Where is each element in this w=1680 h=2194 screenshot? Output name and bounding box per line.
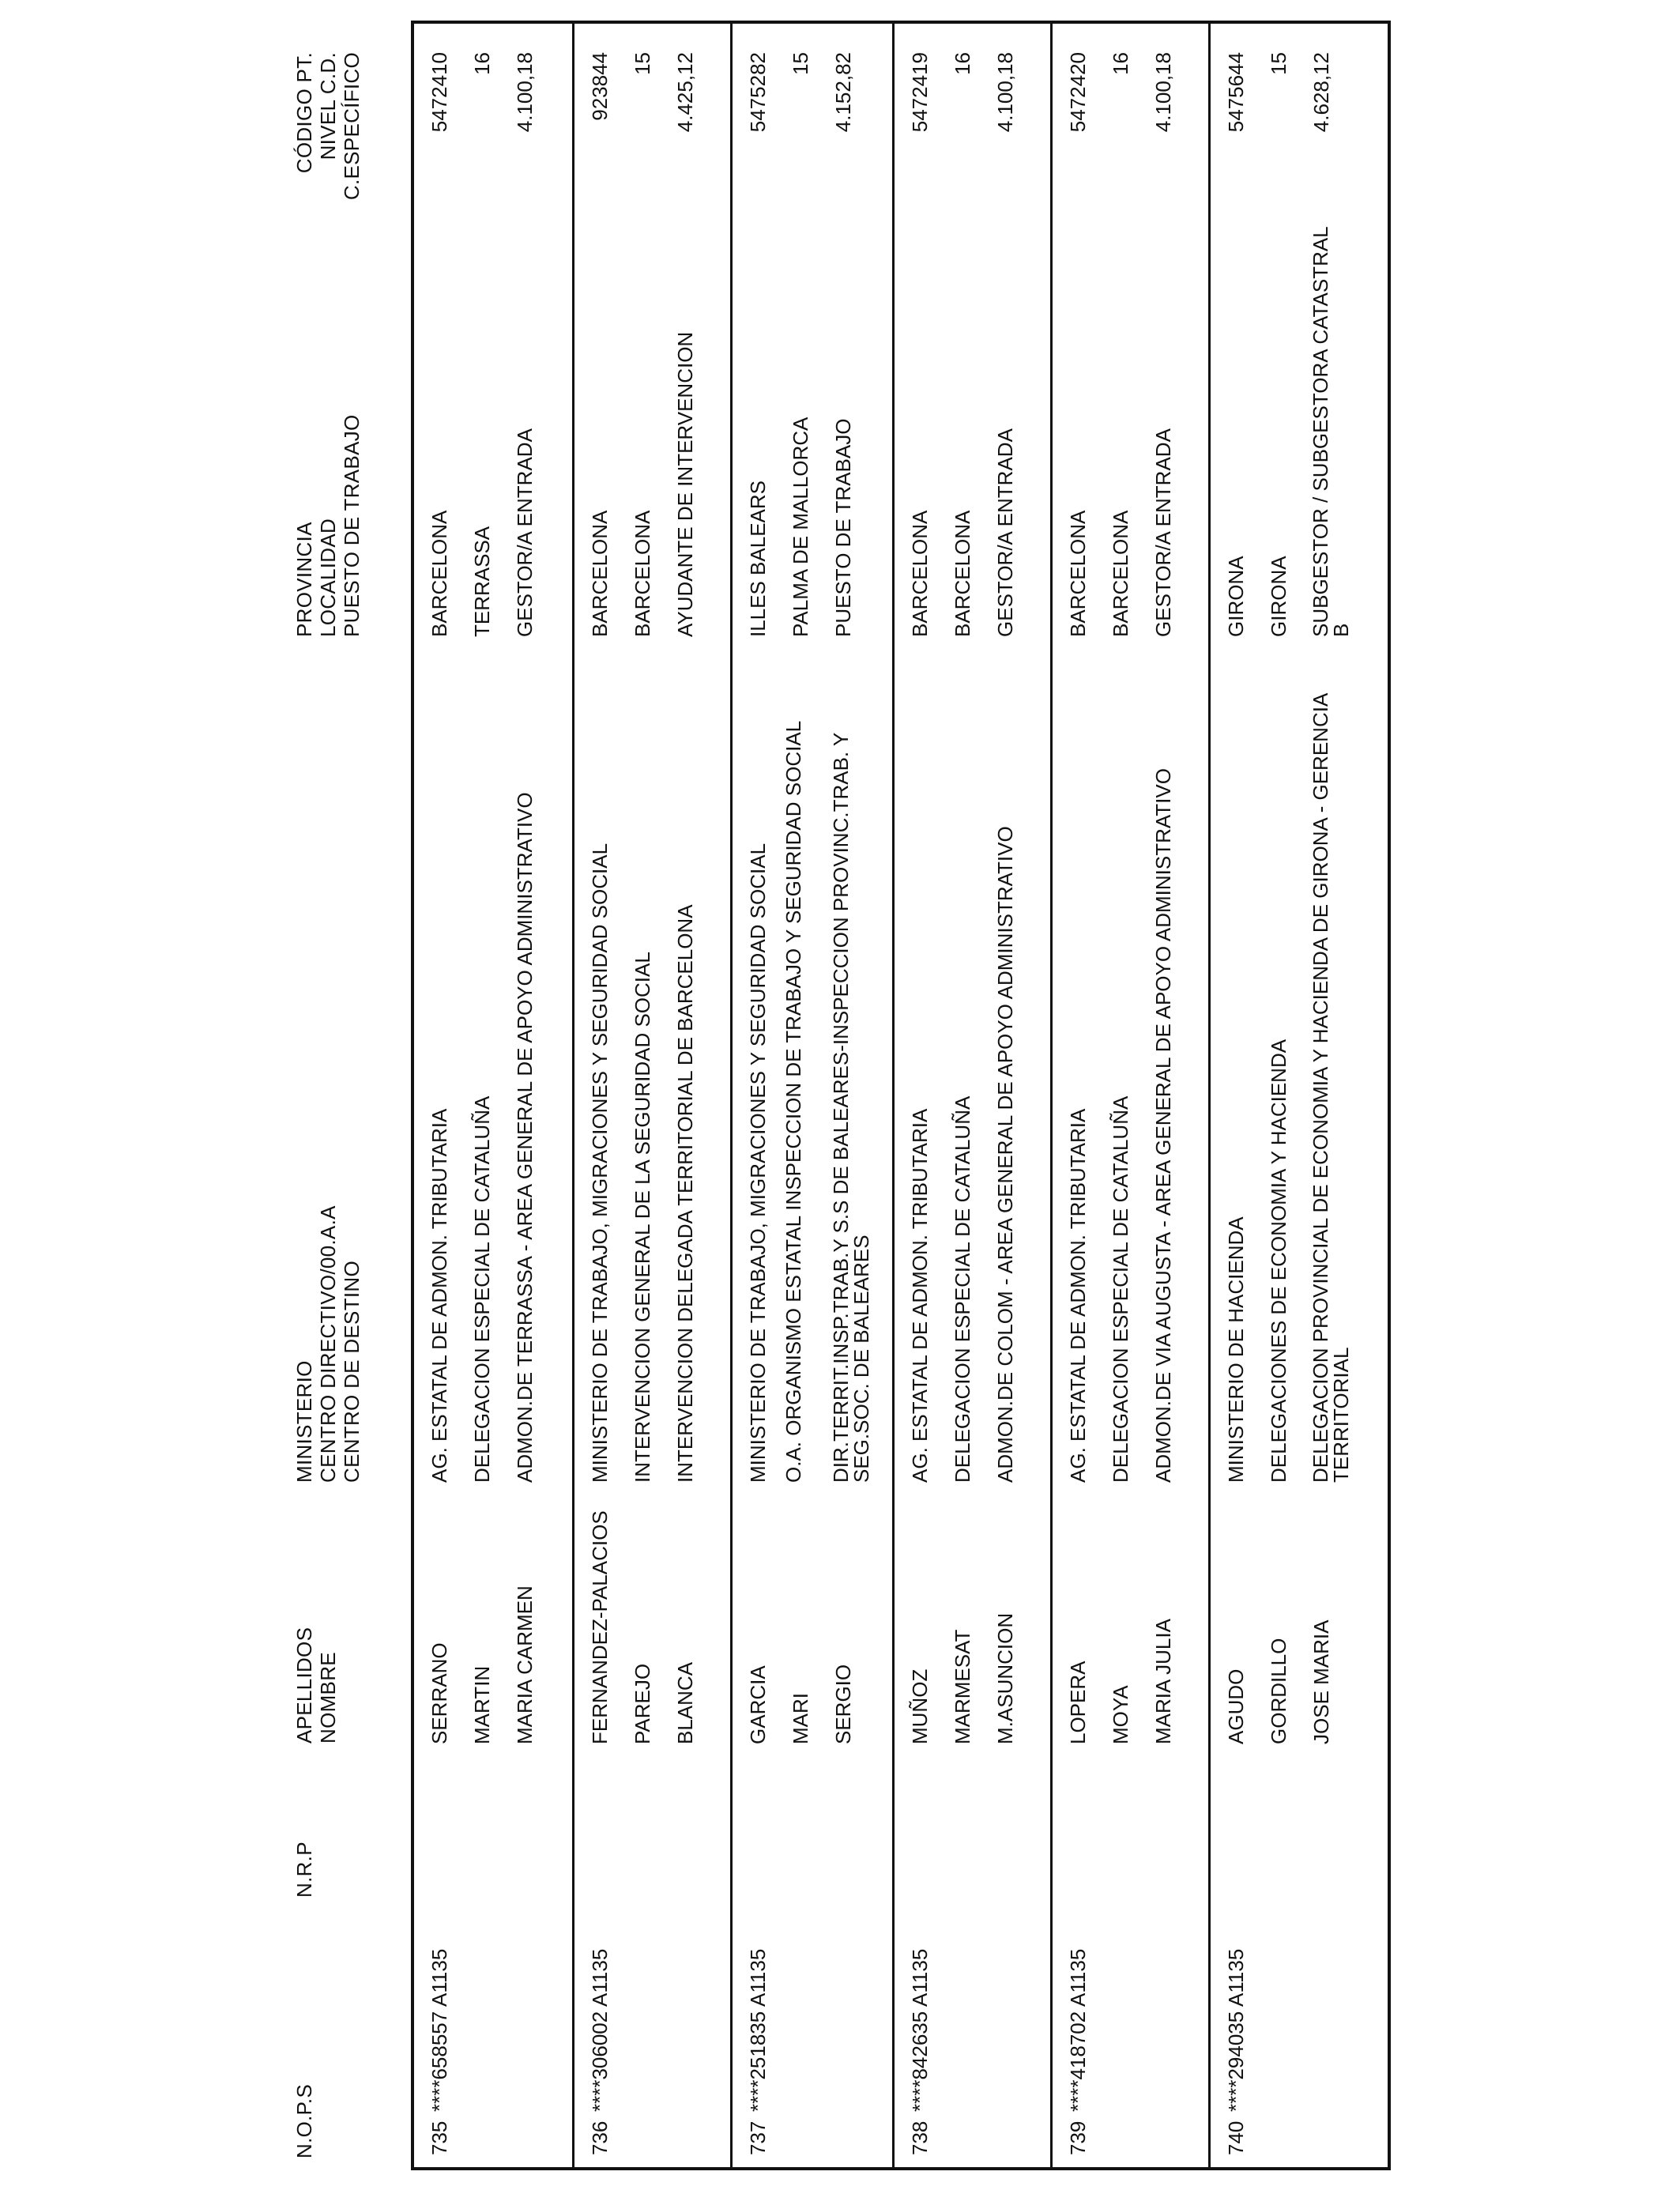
header-nops-label: N.O.P.S [292,2083,316,2158]
especifico-value: 4.100,18 [513,52,537,133]
puesto-value: GESTOR/A ENTRADA [1151,428,1175,637]
provincia-value: GIRONA [1224,556,1248,637]
record-row [730,24,892,2167]
nops-value: 735 [428,2120,451,2155]
header-codigo-label: CÓDIGO PT. [292,52,316,174]
codigo-value: 923844 [588,52,612,121]
codigo-value: 5472419 [908,52,932,133]
especifico-value: 4.152,82 [831,52,855,133]
header-nrp [292,1842,316,1898]
ministerio-value: MINISTERIO DE TRABAJO, MIGRACIONES Y SEGURIDAD SOCIAL [588,843,612,1483]
nombre-value: BLANCA [673,1661,697,1744]
header-name [292,1627,340,1744]
nombre-value: MARIA JULIA [1151,1619,1175,1744]
nrp-value: ****418702 A1135 [1066,1948,1090,2112]
centro-destino-value: ADMON.DE TERRASSA - AREA GENERAL DE APOYO ADMINISTRATIVO [513,792,537,1483]
header-localidad-label: LOCALIDAD [316,518,340,637]
codigo-value: 5472420 [1066,52,1090,133]
nombre-value: JOSE MARIA [1309,1619,1333,1744]
nops-value: 739 [1066,2120,1090,2155]
ministerio-value: MINISTERIO DE TRABAJO, MIGRACIONES Y SEGURIDAD SOCIAL [746,843,770,1483]
centro-destino-value: DIR.TERRIT.INSP.TRAB.Y S.S DE BALEARES-INSPECCION PROVINC.TRAB. Y SEG.SOC. DE BALEARES [829,733,873,1483]
localidad-value: TERRASSA [470,526,494,637]
provincia-value: BARCELONA [908,510,932,637]
ministerio-value: AG. ESTATAL DE ADMON. TRIBUTARIA [908,1108,932,1483]
header-nrp-label: N.R.P [292,1842,316,1898]
centro-directivo-value: DELEGACION ESPECIAL DE CATALUÑA [1109,1095,1132,1483]
puesto-value: AYUDANTE DE INTERVENCION [673,331,697,637]
provincia-value: BARCELONA [428,510,451,637]
codigo-value: 5472410 [428,52,451,133]
header-nops [292,2084,316,2158]
puesto-value: SUBGESTOR / SUBGESTORA CATASTRAL B [1309,227,1353,637]
nops-value: 738 [908,2120,932,2155]
provincia-value: ILLES BALEARS [746,481,770,637]
codigo-value: 5475282 [746,52,770,133]
nivel-value: 15 [789,52,812,75]
nombre-value: SERGIO [831,1664,855,1744]
localidad-value: BARCELONA [951,510,974,637]
nivel-value: 16 [1109,52,1132,75]
centro-destino-value: DELEGACION PROVINCIAL DE ECONOMIA Y HACIENDA DE GIRONA - GERENCIA TERRITORIAL [1309,694,1353,1483]
puesto-value: GESTOR/A ENTRADA [513,428,537,637]
localidad-value: GIRONA [1267,556,1290,637]
localidad-value: BARCELONA [1109,510,1132,637]
record-row [572,24,730,2167]
centro-directivo-value: O.A. ORGANISMO ESTATAL INSPECCION DE TRABAJO Y SEGURIDAD SOCIAL [782,720,805,1483]
centro-directivo-value: INTERVENCION GENERAL DE LA SEGURIDAD SOCIAL [631,952,654,1483]
ministerio-value: AG. ESTATAL DE ADMON. TRIBUTARIA [428,1108,451,1483]
header-nombre-label: NOMBRE [316,1652,340,1744]
ministerio-value: AG. ESTATAL DE ADMON. TRIBUTARIA [1066,1108,1090,1483]
header-centro-directivo-label: CENTRO DIRECTIVO/00.A.A [316,1205,340,1483]
header-especifico-label: C.ESPECÍFICO [340,52,363,201]
nrp-value: ****842635 A1135 [908,1948,932,2112]
header-apellidos-label: APELLIDOS [292,1627,316,1744]
ministerio-value: MINISTERIO DE HACIENDA [1224,1216,1248,1483]
nrp-value: ****251835 A1135 [746,1948,770,2112]
codigo-value: 5475644 [1224,52,1248,133]
especifico-value: 4.628,12 [1309,52,1333,133]
nrp-value: ****294035 A1135 [1224,1948,1248,2112]
localidad-value: BARCELONA [631,510,654,637]
centro-destino-value: INTERVENCION DELEGADA TERRITORIAL DE BARCELONA [673,904,697,1483]
apellido2-value: PAREJO [631,1663,654,1744]
nombre-value: M.ASUNCION [993,1612,1017,1744]
apellido1-value: MUÑOZ [908,1668,932,1744]
nivel-value: 16 [470,52,494,75]
header-provincia [292,414,363,637]
nops-value: 736 [588,2120,612,2155]
header-nivel-label: NIVEL C.D. [316,52,340,160]
header-ministerio [292,1205,363,1483]
apellido2-value: GORDILLO [1267,1638,1290,1744]
especifico-value: 4.425,12 [673,52,697,133]
nops-value: 740 [1224,2120,1248,2155]
nrp-value: ****306002 A1135 [588,1948,612,2112]
localidad-value: PALMA DE MALLORCA [789,417,812,637]
header-centro-destino-label: CENTRO DE DESTINO [340,1260,363,1483]
especifico-value: 4.100,18 [993,52,1017,133]
nivel-value: 15 [631,52,654,75]
apellido2-value: MARTIN [470,1665,494,1744]
header-provincia-label: PROVINCIA [292,522,316,637]
record-row [414,24,572,2167]
apellido2-value: MOYA [1109,1685,1132,1744]
header-codigo [292,52,363,202]
centro-destino-value: ADMON.DE VIA AUGUSTA - AREA GENERAL DE APOYO ADMINISTRATIVO [1151,768,1175,1483]
provincia-value: BARCELONA [1066,510,1090,637]
puesto-value: PUESTO DE TRABAJO [831,418,855,637]
especifico-value: 4.100,18 [1151,52,1175,133]
apellido1-value: SERRANO [428,1642,451,1744]
record-row [1208,24,1390,2167]
centro-destino-value: ADMON.DE COLOM - AREA GENERAL DE APOYO ADMINISTRATIVO [993,826,1017,1483]
header-ministerio-label: MINISTERIO [292,1360,316,1483]
apellido1-value: AGUDO [1224,1668,1248,1744]
apellido2-value: MARI [789,1693,812,1744]
nivel-value: 15 [1267,52,1290,75]
nivel-value: 16 [951,52,974,75]
records-table [411,21,1391,2170]
apellido1-value: FERNANDEZ-PALACIOS [588,1510,612,1744]
nops-value: 737 [746,2120,770,2155]
provincia-value: BARCELONA [588,510,612,637]
header-puesto-label: PUESTO DE TRABAJO [340,414,363,637]
centro-directivo-value: DELEGACION ESPECIAL DE CATALUÑA [470,1095,494,1483]
record-row [1050,24,1208,2167]
centro-directivo-value: DELEGACIONES DE ECONOMIA Y HACIENDA [1267,1039,1290,1483]
apellido1-value: LOPERA [1066,1661,1090,1744]
centro-directivo-value: DELEGACION ESPECIAL DE CATALUÑA [951,1095,974,1483]
nrp-value: ****658557 A1135 [428,1948,451,2112]
apellido2-value: MARMESAT [951,1629,974,1744]
apellido1-value: GARCIA [746,1665,770,1744]
nombre-value: MARIA CARMEN [513,1585,537,1744]
puesto-value: GESTOR/A ENTRADA [993,428,1017,637]
record-row [892,24,1050,2167]
